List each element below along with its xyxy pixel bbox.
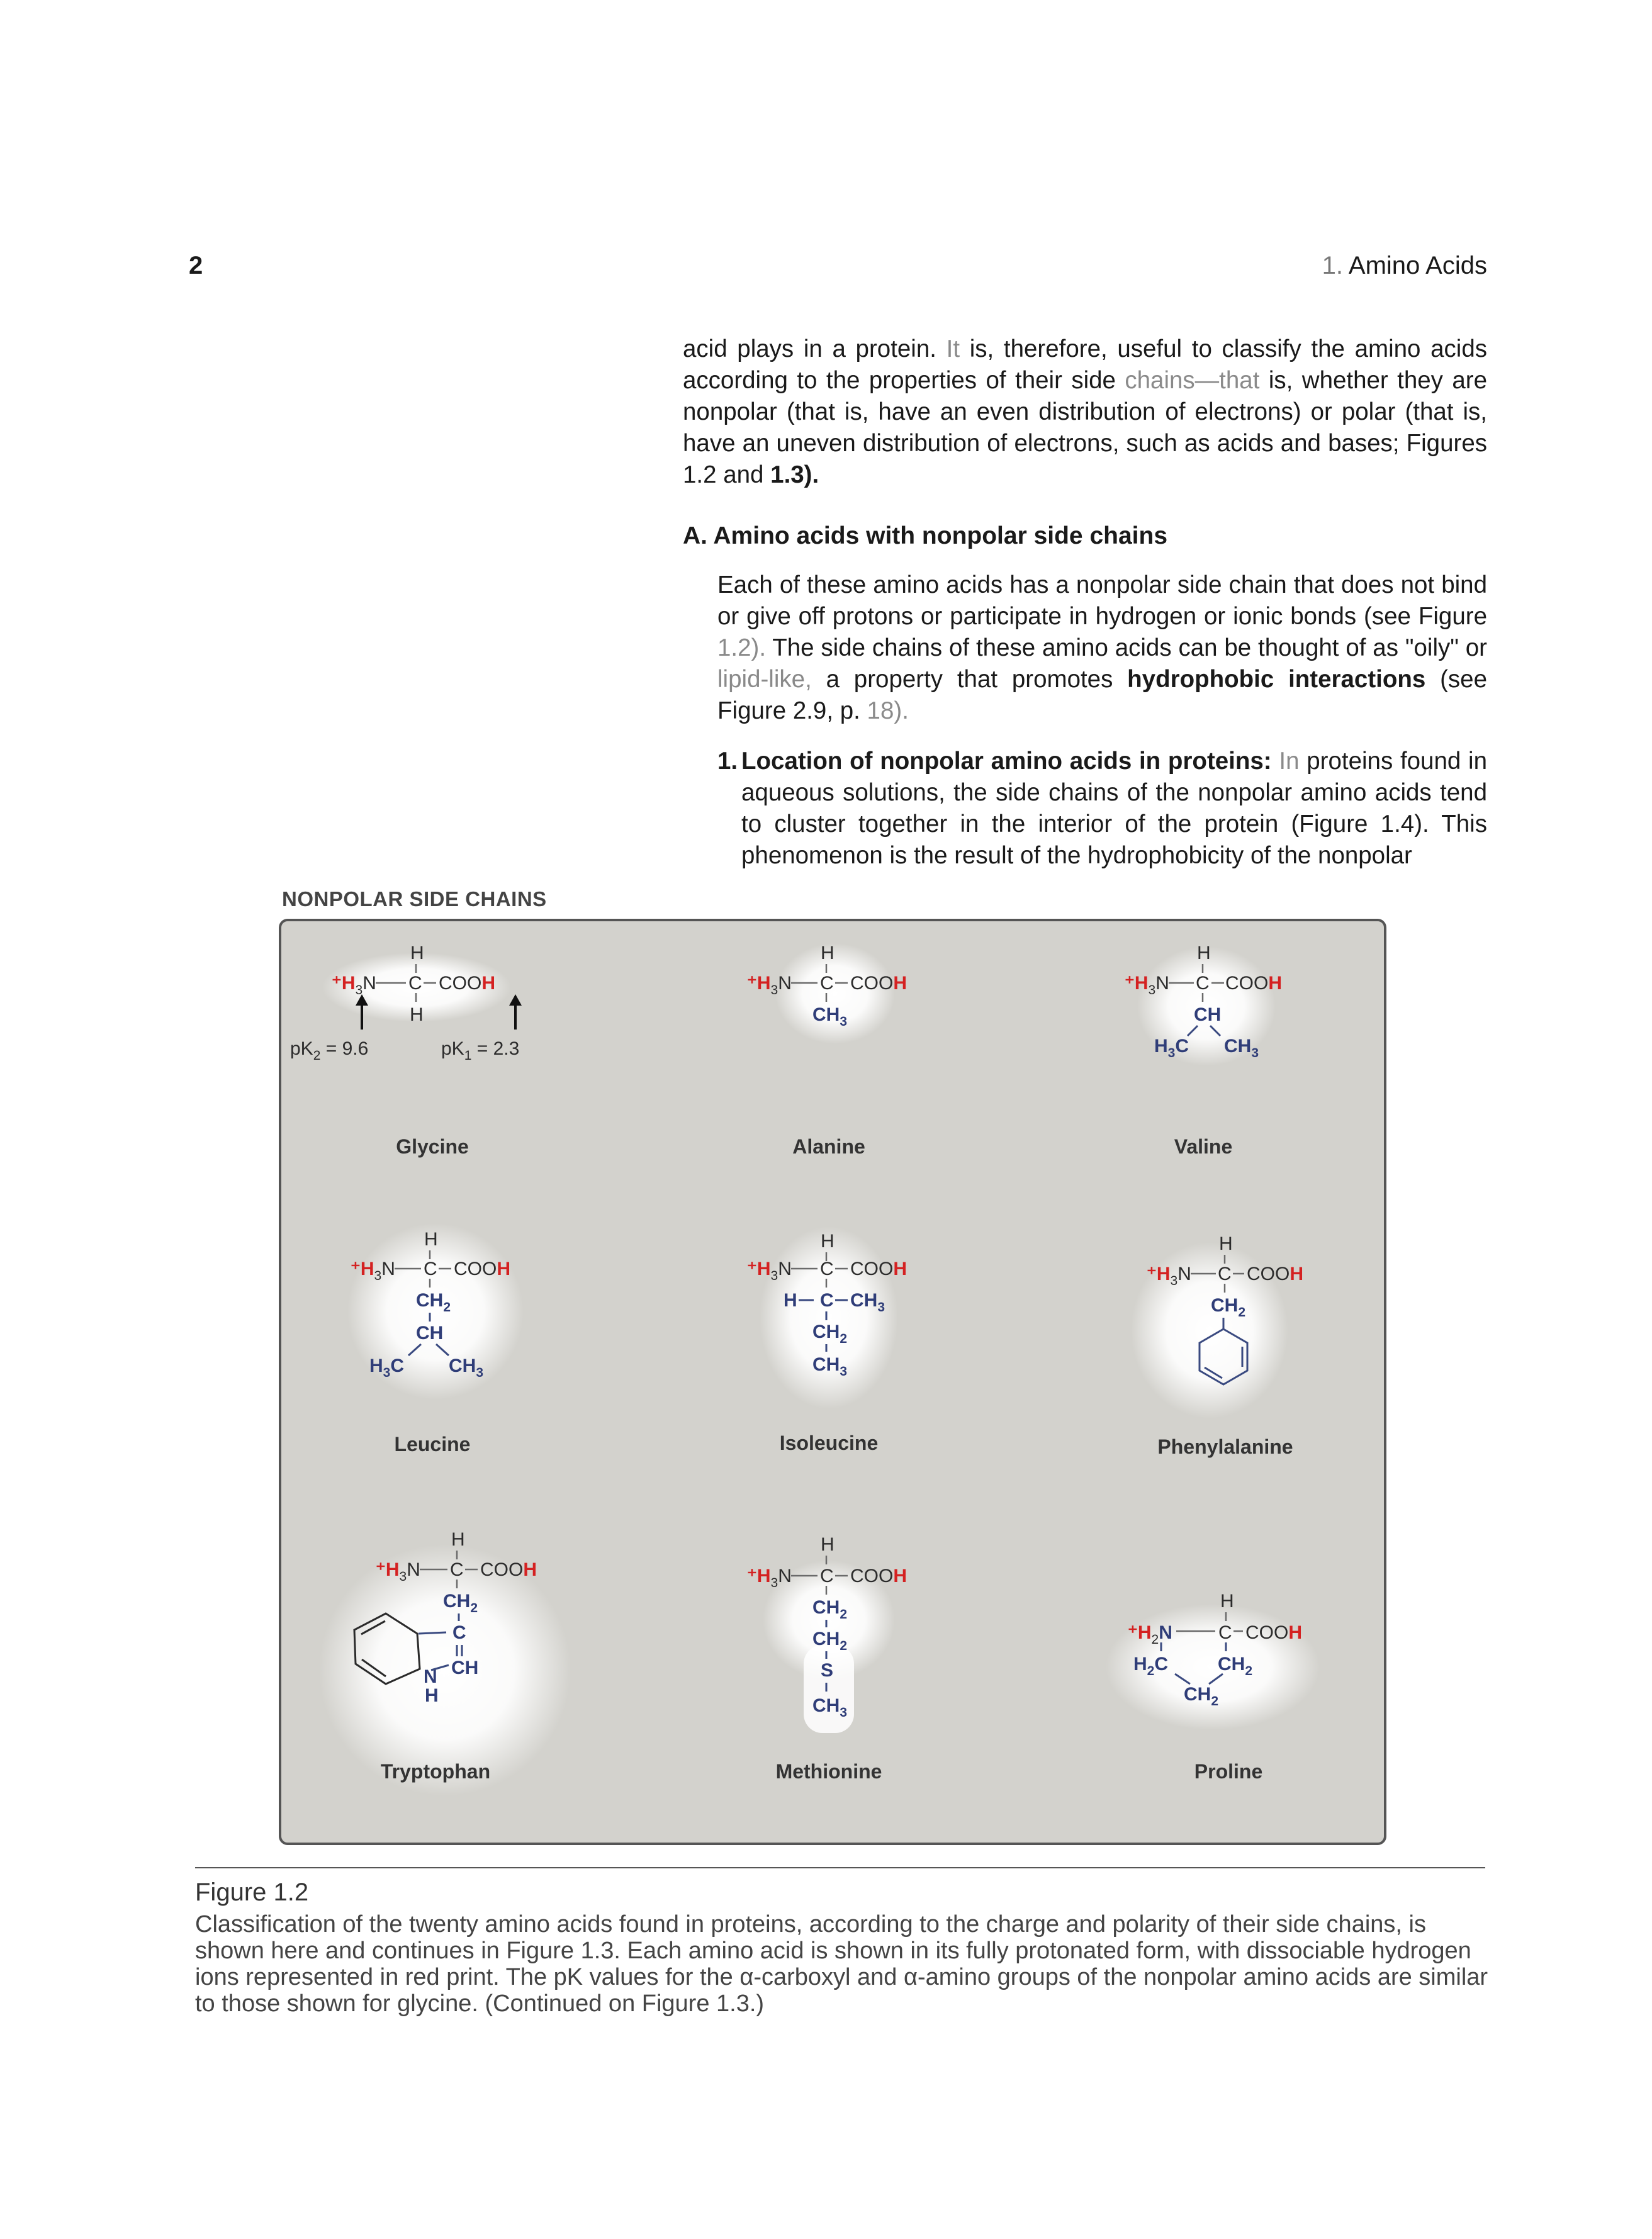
page-number: 2: [189, 252, 203, 279]
tryptophan-name: Tryptophan: [380, 1760, 491, 1783]
svg-text:H: H: [1220, 1591, 1234, 1612]
glycine-structure: [290, 943, 522, 1158]
svg-text:C: C: [424, 1259, 437, 1279]
list-item-title: Location of nonpolar amino acids in proteins:: [741, 748, 1272, 775]
svg-text:CH2: $CH_2$: [812, 1597, 848, 1622]
svg-text:CH2: $CH_2$: [1184, 1684, 1219, 1709]
glycine-name: Glycine: [396, 1135, 469, 1158]
svg-text:CH3: $CH_3$: [812, 1695, 848, 1720]
amino-acid-structures: [281, 921, 1384, 1843]
alanine-name: Alanine: [792, 1135, 865, 1158]
svg-text:H: H: [821, 1231, 834, 1252]
pk2-label: $pK_2 = 9.6$: [290, 1038, 369, 1063]
svg-text:⁺H3N: $^+H_3N$: [747, 973, 792, 997]
leucine-name: Leucine: [394, 1433, 471, 1456]
svg-text:COOH: COOH: [439, 973, 496, 994]
svg-text:S: S: [821, 1660, 834, 1681]
section-a-heading: A. Amino acids with nonpolar side chains: [683, 522, 1168, 549]
phenylalanine-name: Phenylalanine: [1157, 1435, 1293, 1458]
svg-text:CH2: $CH_2$: [1218, 1654, 1253, 1678]
svg-text:H: H: [821, 1534, 834, 1555]
proline-name: Proline: [1194, 1760, 1263, 1783]
methionine-name: Methionine: [775, 1760, 882, 1783]
svg-text:H: H: [1219, 1233, 1233, 1254]
svg-text:COOH: COOH: [454, 1259, 511, 1279]
svg-text:H: H: [1197, 943, 1211, 963]
svg-text:H: H: [451, 1529, 465, 1550]
figure-divider: [195, 1867, 1485, 1868]
svg-text:H: H: [425, 1685, 439, 1706]
svg-text:H: H: [784, 1290, 797, 1311]
svg-text:⁺H3N: $^+H_3N$: [376, 1559, 420, 1584]
svg-text:H3C: $H_3C$: [1154, 1036, 1189, 1060]
svg-text:⁺H3N: $^+H_3N$: [747, 1259, 792, 1283]
svg-text:H2C: $H_2C$: [1133, 1654, 1169, 1678]
svg-text:COOH: COOH: [480, 1559, 537, 1580]
svg-text:COOH: COOH: [1225, 973, 1283, 994]
svg-text:C: C: [820, 1290, 834, 1311]
isoleucine-structure: [747, 1226, 907, 1454]
caption-text: Classification of the twenty amino acids found in proteins, according to the charge and polarity of their side chains, is shown here and continues in Figure 1.3. Each amino acid is shown in its fully protonated form, with dissociable hydrogen ions represented in red print. The pK values for the α-carboxyl and α-amino groups of the nonpolar amino acids are similar to those shown for glycine. (Continued on Figure 1.3.): [195, 1911, 1488, 2017]
svg-text:CH3: $CH_3$: [449, 1355, 484, 1380]
svg-text:C: C: [820, 973, 834, 994]
isoleucine-name: Isoleucine: [779, 1432, 879, 1454]
svg-text:CH: CH: [451, 1658, 479, 1678]
section-a-paragraph: Each of these amino acids has a nonpolar side chain that does not bind or give off protons or participate in hydrogen or ionic bonds (see Figure 1.2). The side chains of these amino acids can be thought of as "oily" or lipid-like, a property that promotes hydrophobic interactions (see Figure 2.9, p. 18).: [717, 571, 1487, 724]
proline-structure: [1106, 1591, 1320, 1783]
svg-text:⁺H3N: $^+H_3N$: [351, 1259, 395, 1283]
svg-text:C: C: [1218, 1264, 1232, 1284]
svg-text:CH2: $CH_2$: [1211, 1295, 1246, 1320]
phenylalanine-structure: [1131, 1233, 1303, 1458]
svg-text:C: C: [1218, 1622, 1232, 1643]
svg-text:C: C: [452, 1622, 466, 1643]
svg-text:CH3: $CH_3$: [812, 1354, 848, 1379]
svg-text:C: C: [820, 1566, 834, 1586]
svg-text:C: C: [450, 1559, 464, 1580]
chapter-title-text: Amino Acids: [1348, 252, 1487, 279]
svg-text:CH2: $CH_2$: [443, 1591, 478, 1615]
valine-structure: [1125, 943, 1282, 1158]
svg-text:⁺H3N: $^+H_3N$: [1147, 1264, 1191, 1288]
list-item-number: 1.: [717, 748, 738, 775]
svg-text:CH: CH: [416, 1323, 444, 1344]
figure-panel: [279, 919, 1386, 1845]
svg-text:CH2: $CH_2$: [416, 1290, 451, 1315]
intro-paragraph: acid plays in a protein. It is, therefore, useful to classify the amino acids according to the properties of their side chains—that is, whether they are nonpolar (that is, have an even distribution of electrons) or polar (that is, have an uneven distribution of electrons, such as acids and bases; Figures 1.2 and 1.3).: [683, 335, 1487, 488]
svg-text:C: C: [408, 973, 422, 994]
tryptophan-structure: [319, 1529, 571, 1796]
list-item-1: 1. Location of nonpolar amino acids in proteins: In proteins found in aqueous solutions, the side chains of the nonpolar amino acids tend to cluster together in the interior of the protein (Figure 1.4). This phenomenon is the result of the hydrophobicity of the nonpolar: [717, 746, 1487, 872]
valine-name: Valine: [1174, 1135, 1233, 1158]
svg-text:H: H: [821, 943, 834, 963]
chapter-title: [1322, 252, 1487, 280]
svg-text:COOH: COOH: [850, 973, 907, 994]
svg-text:⁺H2N: $^+H_2N$: [1128, 1622, 1172, 1647]
svg-text:H3C: $H_3C$: [369, 1355, 405, 1380]
methionine-structure: [747, 1534, 907, 1783]
svg-text:CH: CH: [1194, 1004, 1222, 1025]
svg-text:⁺H3N: $^+H_3N$: [747, 1566, 792, 1590]
leucine-structure: [347, 1223, 524, 1456]
svg-text:CH3: $CH_3$: [812, 1004, 848, 1029]
svg-text:⁺H3N: $^+H_3N$: [1125, 973, 1169, 997]
caption-title: Figure 1.2: [195, 1878, 309, 1906]
svg-text:⁺H3N: $^+H_3N$: [332, 973, 376, 997]
svg-text:CH3: $CH_3$: [1224, 1036, 1259, 1060]
pk1-label: $pK_1 = 2.3$: [441, 1038, 520, 1063]
alanine-structure: [747, 943, 907, 1158]
svg-text:COOH: COOH: [850, 1566, 907, 1586]
svg-text:H: H: [424, 1229, 438, 1250]
svg-text:COOH: COOH: [850, 1259, 907, 1279]
svg-text:CH2: $CH_2$: [812, 1322, 848, 1346]
svg-text:H: H: [410, 1004, 424, 1025]
svg-text:CH2: $CH_2$: [812, 1629, 848, 1653]
svg-text:C: C: [820, 1259, 834, 1279]
svg-text:COOH: COOH: [1245, 1622, 1303, 1643]
svg-text:CH3: $CH_3$: [850, 1290, 885, 1315]
svg-text:N: N: [424, 1666, 437, 1687]
svg-text:C: C: [1196, 973, 1210, 994]
svg-text:COOH: COOH: [1247, 1264, 1304, 1284]
chapter-number: 1.: [1322, 252, 1343, 279]
figure-label: NONPOLAR SIDE CHAINS: [282, 887, 547, 911]
svg-text:H: H: [410, 943, 424, 963]
